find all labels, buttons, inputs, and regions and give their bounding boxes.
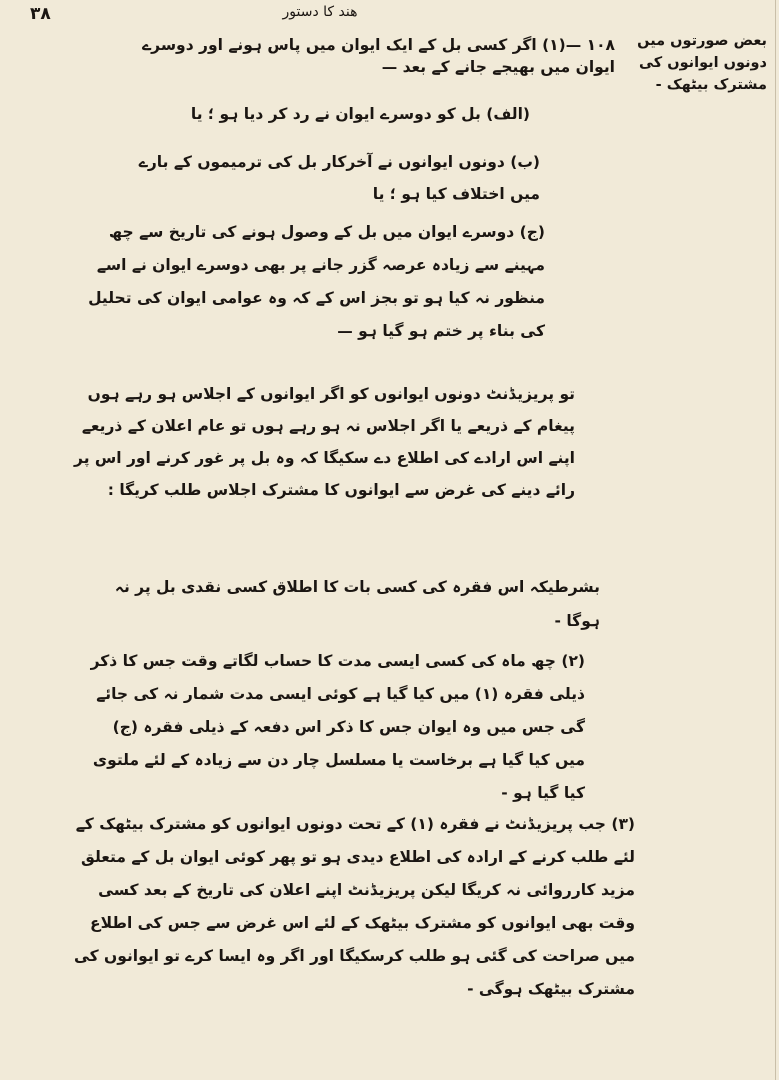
clause-text: (۳) جب پریزیڈنٹ نے فقرہ (۱) کے تحت دونوں ایوانوں کو مشترک بیٹھک کے لئے طلب کرنے کے ارادہ کی اطلاع دیدی ہو تو پھر کوئی ایوان بل کے متعلق مزید کارروائی نہ کریگا لیکن پریزیڈنٹ اپنے اعلان کی تاریخ کے بعد کسی وقت بھی ایوانوں کو مشترک بیٹھک کے لئے اس غرض سے جس کی اطلاع میں صراحت کی گئی ہو طلب کرسکیگا اور اگر وہ ایسا کرے تو ایوانوں کی مشترک بیٹھک ہوگی - [73, 815, 635, 998]
running-title: هند کا دستور [282, 4, 358, 20]
proviso-paragraph [90, 570, 600, 638]
clause-text: (۲) چھ ماہ کی کسی ایسی مدت کا حساب لگاتے وقت جس کا ذکر ذیلی فقرہ (۱) میں کیا گیا ہے کوئی ایسی مدت شمار نہ کی جائے گی جس میں وہ ایوان جس کا ذکر اس دفعہ کے ذیلی فقرہ (ج) میں کیا گیا ہے برخاست یا مسلسل چار دن سے زیادہ کے لئے ملتوی کیا گیا ہو - [90, 652, 585, 802]
sub-clause-jeem [65, 216, 545, 348]
sub-clause-bay [120, 146, 540, 210]
clause-text: بشرطیکہ اس فقرہ کی کسی بات کا اطلاق کسی نقدی بل پر نہ ہوگا - [114, 578, 600, 630]
sub-clause-alif [150, 105, 530, 123]
section-108-clause-1 [110, 34, 615, 78]
clause-text: (الف) بل کو دوسرے ایوان نے رد کر دیا ہو ؛ یا [190, 105, 530, 123]
page-header [0, 4, 779, 26]
clause-2 [80, 645, 585, 810]
clause-text: ۱۰۸ —(۱) اگر کسی بل کے ایک ایوان میں پاس ہونے اور دوسرے ایوان میں بھیجے جانے کے بعد — [142, 36, 615, 76]
clause-text: (ج) دوسرے ایوان میں بل کے وصول ہونے کی تاریخ سے چھ مہینے سے زیادہ عرصہ گزر جانے پر بھی دوسرے ایوان نے اسے منظور نہ کیا ہو تو بجز اس کے کہ وہ عوامی ایوان کی تحلیل کی بناء پر ختم ہو گیا ہو — [88, 223, 545, 340]
margin-note: بعض صورتوں میں دونوں ایوانوں کی مشترک بیٹھک - [637, 33, 767, 93]
clause-text: (ب) دونوں ایوانوں نے آخرکار بل کی ترمیموں کے بارے میں اختلاف کیا ہو ؛ یا [138, 153, 540, 203]
page-edge [775, 0, 776, 1080]
president-summons-paragraph [55, 378, 575, 506]
clause-3 [60, 808, 635, 1006]
clause-text: تو پریزیڈنٹ دونوں ایوانوں کو اگر ایوانوں کے اجلاس ہو رہے ہوں پیغام کے ذریعے یا اگر اجلاس نہ ہو رہے ہوں تو عام اعلان کے ذریعے اپنے اس ارادے کی اطلاع دے سکیگا کہ وہ بل پر غور کرنے اور اس پر رائے دینے کی غرض سے ایوانوں کا مشترک اجلاس طلب کریگا : [74, 385, 575, 499]
page-number: ۳۸ [30, 4, 51, 24]
